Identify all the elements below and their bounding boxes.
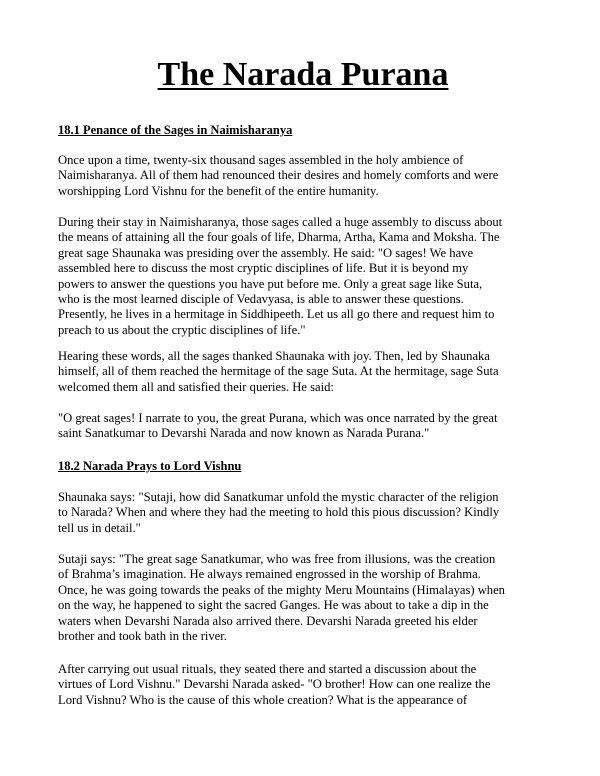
text-line: great sage Shaunaka was presiding over the assembly. He said: "O sages! We have <box>58 245 474 260</box>
text-line: preach to us about the cryptic disciplines of life." <box>58 322 306 337</box>
text-line: welcomed them all and satisfied their queries. He said: <box>58 379 334 394</box>
paragraph <box>58 349 550 395</box>
text-line: virtues of Lord Vishnu." Devarshi Narada asked- "O brother! How can one realize the <box>58 677 491 692</box>
text-line: assembled here to discuss the most cryptic disciplines of life. But it is beyond my <box>58 261 469 276</box>
text-line: tell us in detail." <box>58 520 141 535</box>
text-line: Sutaji says: "The great sage Sanatkumar, who was free from illusions, was the creation <box>58 552 496 566</box>
section-heading: 18.1 Penance of the Sages in Naimisharanya <box>58 123 293 137</box>
text-line: powers to answer the questions you have put before me. Only a great sage like Suta, <box>58 276 483 291</box>
text-line: worshipping Lord Vishnu for the benefit of the entire humanity. <box>58 183 379 198</box>
text-line: saint Sanatkumar to Devarshi Narada and now known as Narada Purana." <box>58 426 430 441</box>
text-line: brother and took bath in the river. <box>58 629 227 644</box>
paragraph <box>58 153 550 199</box>
text-line: Shaunaka says: "Sutaji, how did Sanatkumar unfold the mystic character of the religion <box>58 490 499 504</box>
text-line: During their stay in Naimisharanya, those sages called a huge assembly to discuss about <box>58 215 503 229</box>
text-line: Presently, he lives in a hermitage in Siddhipeeth. Let us all go there and request him to <box>58 307 495 322</box>
text-line: who is the most learned disciple of Vedavyasa, is able to answer these questions. <box>58 292 464 307</box>
text-line: to Narada? When and where they had the meeting to hold this pious discussion? Kindly <box>58 505 500 520</box>
text-line: himself, all of them reached the hermitage of the sage Suta. At the hermitage, sage Suta <box>58 364 499 379</box>
text-line: on the way, he happened to sight the sacred Ganges. He was about to take a dip in the <box>58 598 489 613</box>
text-line: Once upon a time, twenty-six thousand sages assembled in the holy ambience of <box>58 153 464 167</box>
paragraph <box>58 490 550 536</box>
paragraph <box>58 215 550 338</box>
text-line: Lord Vishnu? Who is the cause of this whole creation? What is the appearance of <box>58 692 468 707</box>
paragraph <box>58 552 550 644</box>
text-line: Naimisharanya. All of them had renounced their desires and homely comforts and were <box>58 168 499 183</box>
page-title: The Narada Purana <box>157 56 449 93</box>
text-line: of Brahma’s imagination. He always remained engrossed in the worship of Brahma. <box>58 567 481 582</box>
paragraph <box>58 411 550 442</box>
text-line: "O great sages! I narrate to you, the great Purana, which was once narrated by the great <box>58 411 498 425</box>
text-line: the means of attaining all the four goals of life, Dharma, Artha, Kama and Moksha. The <box>58 230 500 245</box>
text-line: After carrying out usual rituals, they seated there and started a discussion about the <box>58 662 477 676</box>
text-line: Once, he was going towards the peaks of the mighty Meru Mountains (Himalayas) when <box>58 582 505 597</box>
text-line: Hearing these words, all the sages thanked Shaunaka with joy. Then, led by Shaunaka <box>58 349 490 363</box>
paragraph <box>58 662 550 708</box>
section-heading: 18.2 Narada Prays to Lord Vishnu <box>58 459 242 473</box>
text-line: waters when Devarshi Narada also arrived there. Devarshi Narada greeted his elder <box>58 613 478 628</box>
